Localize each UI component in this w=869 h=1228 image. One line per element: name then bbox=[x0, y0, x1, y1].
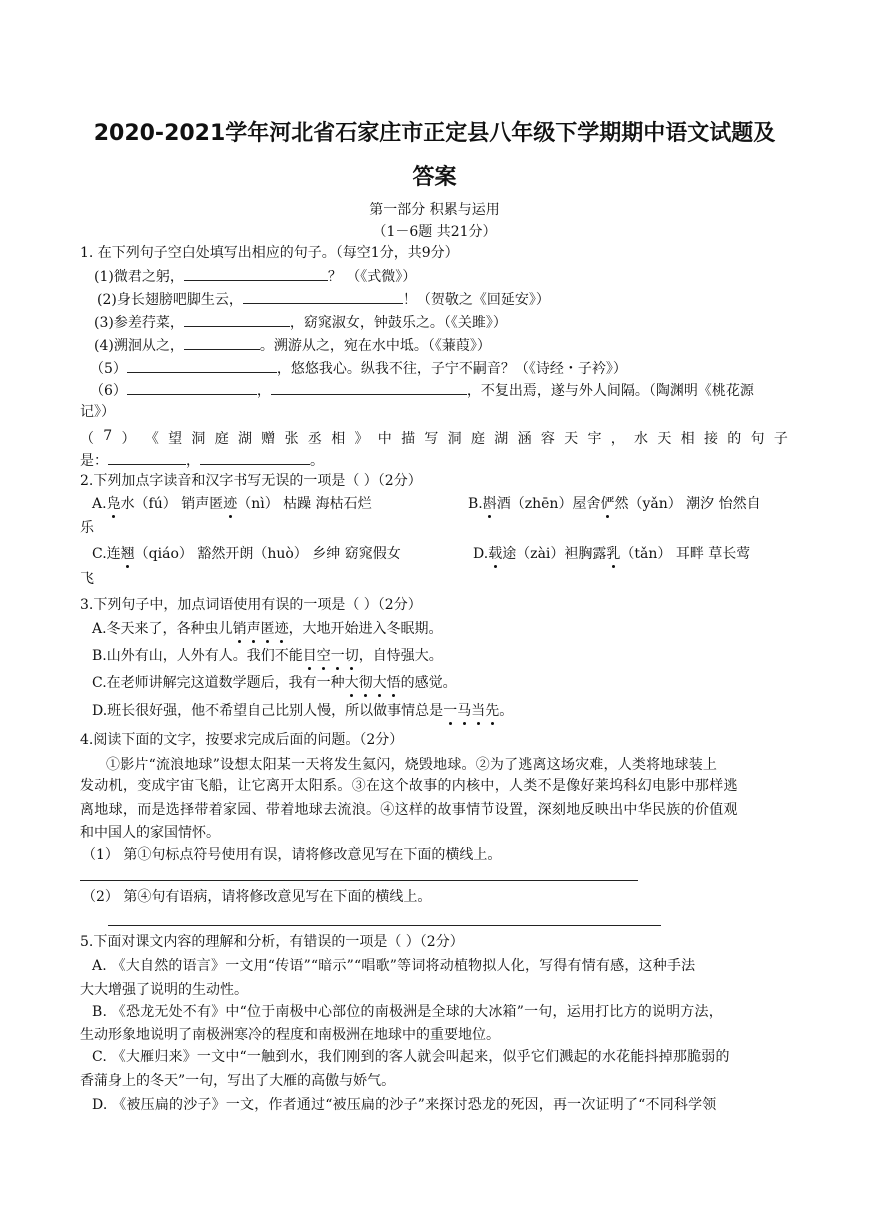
q5-option-a-line-1[interactable]: A. 《大自然的语言》一文用“传语”“暗示”“唱歌”等词将动植物拟人化，写得有情有感，这种手法 bbox=[92, 958, 696, 974]
q2-d-text-2: （tǎn） 耳畔 草长莺 bbox=[620, 546, 751, 562]
dotted-char: 载 bbox=[488, 546, 503, 562]
q1-item-4 bbox=[94, 336, 491, 354]
q2-option-d-continued: 飞 bbox=[80, 571, 94, 587]
q2-c-label: C.连 bbox=[92, 546, 121, 562]
q3-option-a[interactable] bbox=[92, 621, 443, 637]
dotted-char: 斟 bbox=[482, 496, 497, 512]
q1-item-7-char: 湖 bbox=[494, 431, 509, 447]
q1-item-7-char: 赠 bbox=[261, 431, 276, 447]
q4-stem: 4.阅读下面的文字，按要求完成后面的问题。（2分） bbox=[80, 732, 404, 748]
q2-option-c[interactable] bbox=[92, 546, 401, 562]
dotted-char: 匿 bbox=[260, 621, 275, 637]
q4-passage-line-2: 发动机，变成宇宙飞船，让它离开太阳系。③在这个故事的内核中，人类不是像好莱坞科幻电影中那样逃 bbox=[80, 778, 738, 794]
q2-a-text-2: （nì） 枯躁 海枯石烂 bbox=[237, 496, 372, 512]
q1-item-7-char: 》 bbox=[354, 431, 369, 447]
dotted-char: 翘 bbox=[120, 546, 135, 562]
q1-item-7-char: 涵 bbox=[517, 431, 532, 447]
answer-blank[interactable] bbox=[127, 359, 277, 373]
q5-option-b-line-1[interactable]: B. 《恐龙无处不有》中“位于南极中心部位的南极洲是全球的大冰箱”一句，运用打比方的说明方法， bbox=[92, 1004, 723, 1020]
dotted-word bbox=[233, 621, 289, 637]
document-title-line1: 2020-2021学年河北省石家庄市正定县八年级下学期期中语文试题及 bbox=[93, 121, 776, 146]
q3-a-post: ，大地开始进入冬眠期。 bbox=[288, 621, 443, 637]
q1-item-7-char: 句 bbox=[750, 431, 765, 447]
q1-item-7-char: 接 bbox=[703, 431, 718, 447]
q2-a-label: A. bbox=[92, 496, 107, 512]
answer-blank[interactable] bbox=[127, 381, 257, 395]
answer-blank[interactable] bbox=[184, 336, 260, 350]
dotted-char: 凫 bbox=[106, 496, 121, 512]
q3-option-c[interactable] bbox=[92, 675, 457, 691]
q1-stem: 1. 在下列句子空白处填写出相应的句子。（每空1分，共9分） bbox=[80, 245, 459, 261]
dotted-char: 大 bbox=[344, 675, 359, 691]
q4-subquestion-2: （2） 第④句有语病，请将修改意见写在下面的横线上。 bbox=[82, 889, 432, 905]
q1-item-4-pre: (4)溯洄从之， bbox=[94, 338, 184, 354]
q1-item-6-mid: ， bbox=[256, 383, 271, 399]
q5-option-c-line-1[interactable]: C. 《大雁归来》一文中“一触到水，我们刚到的客人就会叫起来，似乎它们溅起的水花能抖掉那脆弱的 bbox=[92, 1049, 730, 1065]
dotted-char: 目 bbox=[302, 648, 317, 664]
answer-line[interactable] bbox=[108, 925, 661, 926]
q1-item-7-char: 宇 bbox=[587, 431, 602, 447]
q1-item-7-char: 7 bbox=[103, 428, 113, 444]
q1-item-7-char: 洞 bbox=[191, 431, 206, 447]
q3-d-post: 。 bbox=[499, 703, 514, 719]
q1-item-7-char: 《 bbox=[144, 431, 159, 447]
q1-item-6-pre: （6） bbox=[90, 383, 127, 399]
q1-item-7-char: 子 bbox=[773, 431, 788, 447]
q1-item-7-char: 天 bbox=[657, 431, 672, 447]
q1-item-7-char: 丞 bbox=[307, 431, 322, 447]
q1-item-5-post: ，悠悠我心。纵我不往，子宁不嗣音？（《诗经・子衿》） bbox=[276, 361, 627, 377]
q1-item-5-pre: （5） bbox=[90, 361, 127, 377]
q3-c-pre: C.在老师讲解完这道数学题后，我有一种 bbox=[92, 675, 345, 691]
q1-item-7-char: ， bbox=[610, 431, 625, 447]
q2-a-text: 水（fú） 销声匿 bbox=[120, 496, 224, 512]
dotted-char: 一 bbox=[330, 648, 345, 664]
q1-item-7-char: 写 bbox=[424, 431, 439, 447]
q1-item-7-char: 庭 bbox=[470, 431, 485, 447]
q3-b-post: ，自恃强大。 bbox=[358, 648, 443, 664]
q5-option-c-line-2: 香蒲身上的冬天”一句，写出了大雁的高傲与娇气。 bbox=[80, 1073, 396, 1089]
q1-item-7-char: 容 bbox=[540, 431, 555, 447]
q1-item-2-post: ！（贺敬之《回延安》） bbox=[402, 292, 550, 308]
dotted-char: 当 bbox=[471, 703, 486, 719]
dotted-char: 销 bbox=[232, 621, 247, 637]
q1-item-6 bbox=[90, 381, 754, 399]
q1-item-7-char: 望 bbox=[168, 431, 183, 447]
q1-item-2 bbox=[97, 290, 550, 308]
answer-line[interactable] bbox=[80, 880, 638, 881]
dotted-word bbox=[345, 675, 401, 691]
q2-b-text-2: 然（yǎn） 潮汐 怡然自 bbox=[614, 496, 761, 512]
q1-item-7-char: （ bbox=[80, 431, 94, 447]
q2-option-b[interactable] bbox=[468, 496, 761, 512]
q2-b-text: 酒（zhēn）屋舍 bbox=[496, 496, 601, 512]
q2-option-a[interactable] bbox=[92, 496, 372, 512]
q1-item-7-char: 洞 bbox=[447, 431, 462, 447]
q2-b-label: B. bbox=[468, 496, 483, 512]
q1-item-7-char: ） bbox=[121, 431, 136, 447]
q1-item-4-post: 。溯游从之，宛在水中坻。（《蒹葭》） bbox=[259, 338, 491, 354]
q4-passage-line-1 bbox=[106, 754, 789, 774]
answer-blank[interactable] bbox=[243, 290, 403, 304]
q5-option-a-line-2: 大大增强了说明的生动性。 bbox=[80, 982, 248, 998]
dotted-char: 迹 bbox=[223, 496, 238, 512]
dotted-char: 大 bbox=[372, 675, 387, 691]
answer-blank[interactable] bbox=[184, 267, 328, 281]
q1-item-7-question bbox=[80, 428, 788, 448]
dotted-char: 俨 bbox=[600, 496, 615, 512]
q4-passage-line-3: 离地球，而是选择带着家园、带着地球去流浪。④这样的故事情节设置，深刻地反映出中华民族的价值观 bbox=[80, 802, 738, 818]
q5-option-d-line-1[interactable]: D. 《被压扁的沙子》一文，作者通过“被压扁的沙子”来探讨恐龙的死因，再一次证明了“不同科学领 bbox=[92, 1097, 717, 1113]
q5-stem: 5.下面对课文内容的理解和分析，有错误的一项是（ ）（2分） bbox=[80, 934, 464, 950]
q3-option-b[interactable] bbox=[92, 648, 443, 664]
q1-item-2-pre: (2)身长翅膀吧脚生云， bbox=[97, 292, 243, 308]
q1-item-7-char: 湖 bbox=[238, 431, 252, 447]
q1-item-7-char: 庭 bbox=[214, 431, 229, 447]
q3-stem: 3.下列句子中，加点词语使用有误的一项是（ ）（2分） bbox=[80, 597, 422, 613]
q1-item-7-prefix: 是： bbox=[80, 453, 108, 469]
section-range: （1－6题 共21分） bbox=[372, 224, 497, 240]
q1-item-7-end: 。 bbox=[310, 453, 324, 469]
dotted-word bbox=[303, 648, 359, 664]
q1-item-7-char: 描 bbox=[401, 431, 416, 447]
dotted-char: 乳 bbox=[606, 546, 621, 562]
dotted-char: 声 bbox=[246, 621, 261, 637]
q1-item-7-char: 相 bbox=[680, 431, 695, 447]
answer-blank[interactable] bbox=[184, 313, 290, 327]
q2-option-d[interactable] bbox=[473, 546, 750, 562]
q1-item-7-mid: ， bbox=[186, 453, 200, 469]
q1-item-7-char: 张 bbox=[284, 431, 299, 447]
dotted-char: 马 bbox=[457, 703, 472, 719]
answer-blank[interactable] bbox=[200, 451, 310, 465]
answer-blank[interactable] bbox=[108, 451, 186, 465]
q1-item-7-answer bbox=[80, 451, 324, 469]
q1-item-7-char: 中 bbox=[377, 431, 392, 447]
document-title-line2: 答案 bbox=[412, 165, 457, 190]
dotted-char: 迹 bbox=[274, 621, 289, 637]
q1-item-7-char: 相 bbox=[331, 431, 346, 447]
q1-item-1 bbox=[94, 267, 416, 285]
q1-item-6-continued: 记》） bbox=[80, 404, 115, 420]
q3-a-pre: A.冬天来了，各种虫儿 bbox=[92, 621, 233, 637]
q2-option-b-continued: 乐 bbox=[80, 520, 94, 536]
dotted-char: 切 bbox=[344, 648, 359, 664]
dotted-char: 悟 bbox=[386, 675, 401, 691]
q2-stem: 2.下列加点字读音和汉字书写无误的一项是（ ）（2分） bbox=[80, 473, 422, 489]
answer-blank[interactable] bbox=[271, 381, 467, 395]
dotted-char: 彻 bbox=[358, 675, 373, 691]
dotted-word bbox=[443, 703, 499, 719]
q4-subquestion-1: （1） 第①句标点符号使用有误，请将修改意见写在下面的横线上。 bbox=[82, 847, 502, 863]
q1-item-5 bbox=[90, 359, 627, 377]
q4-passage-text: ①影片“流浪地球”设想太阳某一天将发生氦闪，烧毁地球。②为了逃离这场灾难，人类将地球装上 bbox=[106, 757, 718, 773]
dotted-char: 空 bbox=[316, 648, 331, 664]
q4-passage-line-4: 和中国人的家国情怀。 bbox=[80, 825, 220, 841]
dotted-char: 一 bbox=[443, 703, 458, 719]
q1-item-3 bbox=[94, 313, 507, 331]
q3-option-d[interactable] bbox=[92, 703, 513, 719]
q3-c-post: 的感觉。 bbox=[400, 675, 457, 691]
section-heading: 第一部分 积累与运用 bbox=[369, 202, 500, 218]
q1-item-7-char: 天 bbox=[564, 431, 579, 447]
q2-d-label: D. bbox=[473, 546, 489, 562]
dotted-char: 先 bbox=[485, 703, 500, 719]
q3-d-pre: D.班长很好强，他不希望自己比别人慢，所以做事情总是 bbox=[92, 703, 444, 719]
q1-item-7-char: 水 bbox=[634, 431, 649, 447]
q1-item-3-post: ，窈窕淑女，钟鼓乐之。（《关雎》） bbox=[289, 315, 507, 331]
q1-item-1-pre: (1)微君之躬， bbox=[94, 269, 184, 285]
q1-item-6-post: ，不复出焉，遂与外人间隔。（陶渊明《桃花源 bbox=[466, 383, 754, 399]
q1-item-3-pre: (3)参差荇菜， bbox=[94, 315, 184, 331]
q2-d-text: 途（zài）袒胸露 bbox=[502, 546, 607, 562]
q3-b-pre: B.山外有山，人外有人。我们不能 bbox=[92, 648, 303, 664]
q1-item-1-post: ？ （《式微》） bbox=[327, 269, 417, 285]
q5-option-b-line-2: 生动形象地说明了南极洲寒冷的程度和南极洲在地球中的重要地位。 bbox=[80, 1027, 500, 1043]
q2-c-text: （qiáo） 豁然开朗（huò） 乡绅 窈窕假女 bbox=[134, 546, 401, 562]
q1-item-7-char: 的 bbox=[727, 431, 742, 447]
